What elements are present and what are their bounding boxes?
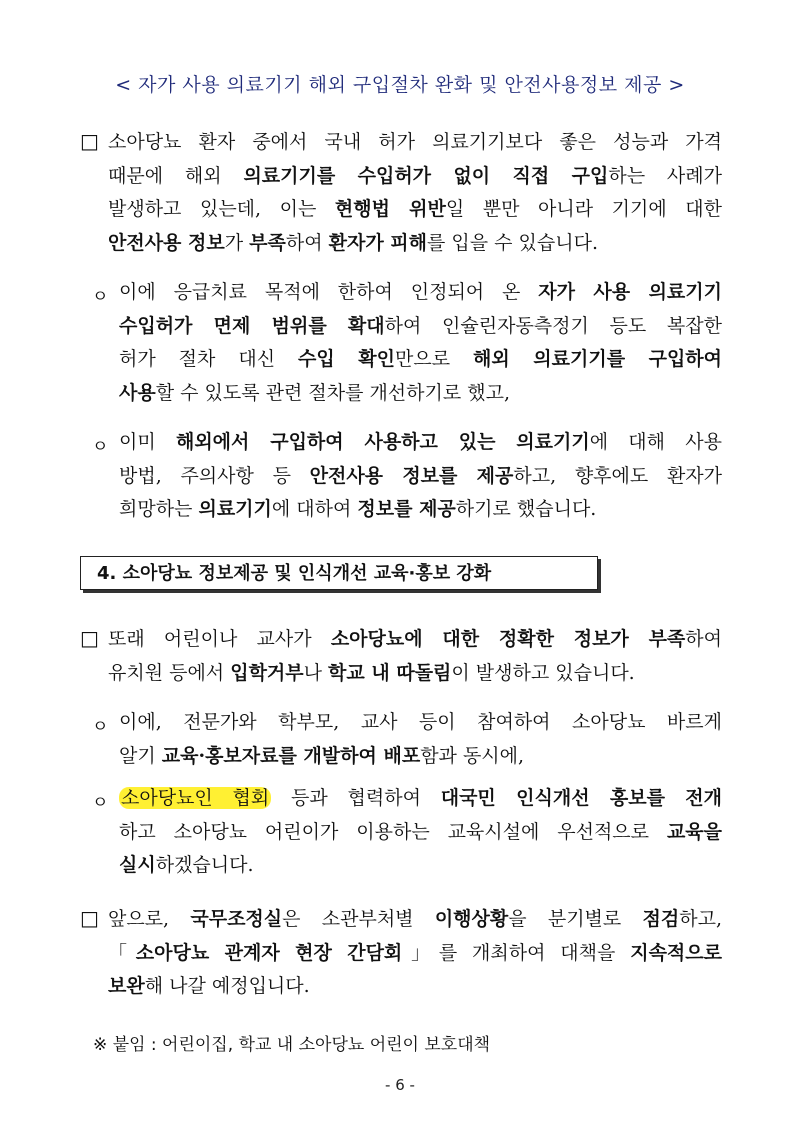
para-7-line-2: 「소아당뇨 관계자 현장 간담회」를 개최하여 대책을 지속적으로 (108, 941, 722, 964)
para-1-line-1: 소아당뇨 환자 중에서 국내 허가 의료기기보다 좋은 성능과 가격 (108, 131, 722, 153)
section-4-heading: 4. 소아당뇨 정보제공 및 인식개선 교육·홍보 강화 (80, 556, 598, 590)
page-number: - 6 - (385, 1076, 415, 1094)
square-bullet-4: □ (80, 626, 99, 650)
attachment-note: ※ 붙임 : 어린이집, 학교 내 소아당뇨 어린이 보호대책 (93, 1035, 491, 1055)
para-6-line-2: 하고 소아당뇨 어린이가 이용하는 교육시설에 우선적으로 교육을 (119, 820, 722, 843)
para-4 (108, 623, 722, 690)
circle-bullet-3: ㅇ (92, 437, 109, 457)
para-2-line-4: 사용할 수 있도록 관련 절차를 개선하기로 했고, (119, 381, 511, 404)
para-5 (119, 706, 722, 773)
square-bullet-7: □ (80, 906, 99, 930)
para-3-line-1: 이미 해외에서 구입하여 사용하고 있는 의료기기에 대해 사용 (119, 431, 722, 453)
para-7-line-3: 보완해 나갈 예정입니다. (108, 975, 310, 997)
para-5-line-1: 이에, 전문가와 학부모, 교사 등이 참여하여 소아당뇨 바르게 (119, 711, 722, 733)
para-1-line-3: 발생하고 있는데, 이는 현행법 위반일 뿐만 아니라 기기에 대한 (108, 198, 722, 220)
para-7-line-1: 앞으로, 국무조정실은 소관부처별 이행상황을 분기별로 점검하고, (108, 908, 722, 930)
para-1-line-2: 때문에 해외 의료기기를 수입허가 없이 직접 구입하는 사례가 (108, 164, 722, 187)
para-6-line-1: 소아당뇨인 협회 등과 협력하여 대국민 인식개선 홍보를 전개 (121, 787, 723, 809)
circle-bullet-6: ㅇ (92, 793, 109, 813)
para-4-line-2: 유치원 등에서 입학거부나 학교 내 따돌림이 발생하고 있습니다. (108, 661, 635, 684)
circle-bullet-5: ㅇ (92, 717, 109, 737)
page-title: < 자가 사용 의료기기 해외 구입절차 완화 및 안전사용정보 제공 > (115, 74, 685, 96)
para-2-line-1: 이에 응급치료 목적에 한하여 인정되어 온 자가 사용 의료기기 (119, 281, 722, 303)
para-2 (119, 276, 722, 410)
para-1-line-4: 안전사용 정보가 부족하여 환자가 피해를 입을 수 있습니다. (108, 231, 599, 254)
highlighted-text: 소아당뇨인 협회 (121, 787, 270, 809)
para-2-line-2: 수입허가 면제 범위를 확대하여 인슐린자동측정기 등도 복잡한 (119, 314, 722, 337)
para-3-line-3: 희망하는 의료기기에 대하여 정보를 제공하기로 했습니다. (119, 498, 597, 520)
circle-bullet-2: ㅇ (92, 287, 109, 307)
para-2-line-3: 허가 절차 대신 수입 확인만으로 해외 의료기기를 구입하여 (119, 348, 723, 370)
para-6 (119, 782, 722, 883)
para-7 (108, 903, 722, 1004)
square-bullet-1: □ (80, 129, 99, 153)
para-6-line-3: 실시하겠습니다. (119, 854, 254, 876)
para-5-line-2: 알기 교육·홍보자료를 개발하여 배포함과 동시에, (119, 744, 525, 767)
para-1 (108, 126, 722, 260)
para-3 (119, 426, 722, 527)
para-4-line-1: 또래 어린이나 교사가 소아당뇨에 대한 정확한 정보가 부족하여 (108, 628, 722, 650)
para-3-line-2: 방법, 주의사항 등 안전사용 정보를 제공하고, 향후에도 환자가 (119, 464, 723, 487)
